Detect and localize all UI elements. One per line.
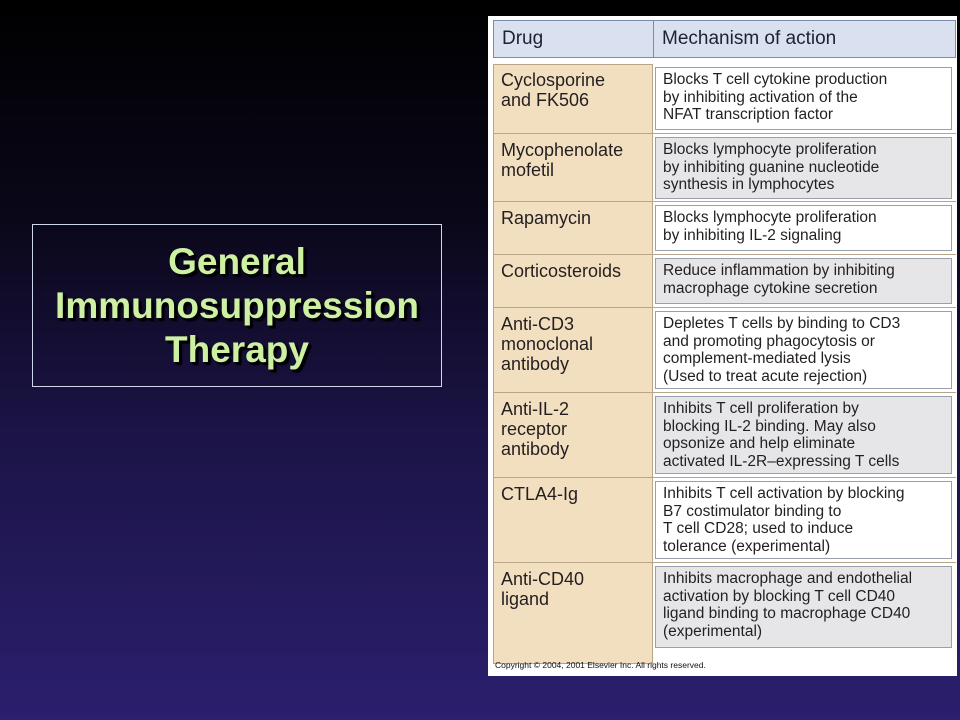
table-row	[493, 393, 956, 475]
drug-name: Anti-IL-2 receptor antibody	[501, 399, 570, 459]
mechanism-text: Blocks lymphocyte proliferation by inhibiting guanine nucleotide synthesis in lymphocytes	[655, 137, 952, 199]
slide-title-line-3: Therapy	[165, 328, 309, 370]
table-row	[493, 255, 956, 305]
copyright-notice: Copyright © 2004, 2001 Elsevier Inc. All rights reserved.	[495, 660, 706, 670]
mechanism-text: Inhibits T cell activation by blocking B7 costimulator binding to T cell CD28; used to induce tolerance (experimental)	[655, 481, 952, 559]
drug-name: Corticosteroids	[501, 261, 622, 281]
mechanism-text: Depletes T cells by binding to CD3 and promoting phagocytosis or complement-mediated lysis (Used to treat acute rejection)	[655, 311, 952, 389]
table-row	[493, 308, 956, 390]
mechanism-text: Inhibits macrophage and endothelial activation by blocking T cell CD40 ligand binding to macrophage CD40 (experimental)	[655, 566, 952, 648]
header-drug: Drug	[494, 21, 654, 57]
drug-name: CTLA4-Ig	[501, 484, 579, 504]
slide-title-line-1: General	[168, 240, 306, 282]
slide-title-line-2: Immunosuppression	[55, 284, 419, 326]
table-row	[493, 202, 956, 252]
mechanism-text: Blocks T cell cytokine production by inhibiting activation of the NFAT transcription factor	[655, 67, 952, 130]
table-row	[493, 478, 956, 560]
mechanism-text: Reduce inflammation by inhibiting macrophage cytokine secretion	[655, 258, 952, 304]
slide-title-box	[32, 224, 442, 387]
drug-name: Rapamycin	[501, 208, 592, 228]
mechanism-text: Inhibits T cell proliferation by blocking IL-2 binding. May also opsonize and help eliminate activated IL-2R–expressing T cells	[655, 396, 952, 474]
drug-name: Anti-CD40 ligand	[501, 569, 585, 609]
table-header-row	[493, 20, 956, 58]
drug-name: Cyclosporine and FK506	[501, 70, 606, 110]
header-mechanism: Mechanism of action	[662, 28, 837, 49]
mechanism-text: Blocks lymphocyte proliferation by inhibiting IL-2 signaling	[655, 205, 952, 251]
table-body	[493, 64, 956, 664]
drug-table-figure	[488, 16, 957, 676]
table-row	[493, 134, 956, 200]
table-row	[493, 563, 956, 649]
drug-name: Anti-CD3 monoclonal antibody	[501, 314, 594, 374]
drug-name: Mycophenolate mofetil	[501, 140, 624, 180]
table-row	[493, 64, 956, 131]
